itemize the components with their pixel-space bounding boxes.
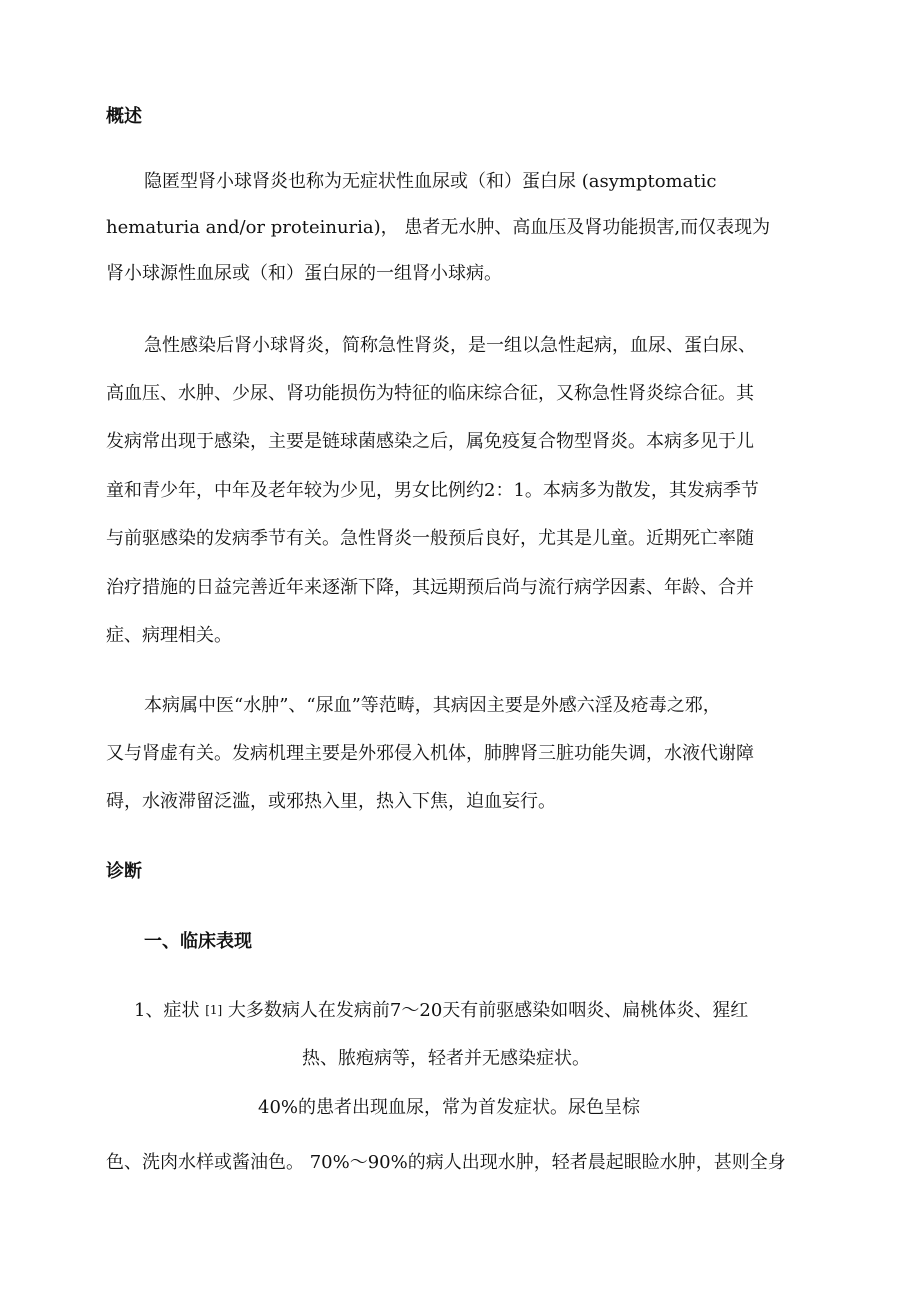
symptom-label: 1、症状 [134, 1000, 200, 1021]
symptom-text: 大多数病人在发病前7～20天有前驱感染如咽炎、扁桃体炎、猩红 [227, 1000, 749, 1021]
heading-diagnosis: 诊断 [106, 861, 142, 882]
reference-link[interactable]: [1] [205, 1003, 223, 1017]
text-line: 又与肾虚有关。发病机理主要是外邪侵入机体，肺脾肾三脏功能失调，水液代谢障 [106, 743, 754, 764]
symptom-line-4: 色、洗肉水样或酱油色。 70%～90%的病人出现水肿，轻者晨起眼睑水肿，甚则全身 [106, 1152, 786, 1173]
symptom-line-1 [134, 998, 748, 1023]
text-line: 隐匿型肾小球肾炎也称为无症状性血尿或（和）蛋白尿 (asymptomatic [144, 171, 717, 192]
heading-overview: 概述 [106, 106, 142, 127]
text-line: 肾小球源性血尿或（和）蛋白尿的一组肾小球病。 [106, 263, 502, 284]
text-line: 治疗措施的日益完善近年来逐渐下降，其远期预后尚与流行病学因素、年龄、合并 [106, 577, 754, 598]
text-line: hematuria and/or proteinuria)， 患者无水肿、高血压及肾功能损害,而仅表现为 [106, 217, 771, 238]
text-line: 与前驱感染的发病季节有关。急性肾炎一般预后良好，尤其是儿童。近期死亡率随 [106, 528, 754, 549]
text-line: 急性感染后肾小球肾炎，简称急性肾炎，是一组以急性起病，血尿、蛋白尿、 [144, 335, 756, 356]
text-line: 发病常出现于感染，主要是链球菌感染之后，属免疫复合物型肾炎。本病多见于儿 [106, 431, 754, 452]
text-line: 本病属中医“水肿”、“尿血”等范畴，其病因主要是外感六淫及疮毒之邪， [144, 695, 721, 716]
text-line: 碍，水液滞留泛滥，或邪热入里，热入下焦，迫血妄行。 [106, 791, 556, 812]
text-line: 症、病理相关。 [106, 625, 232, 646]
heading-clinical-manifestations: 一、临床表现 [144, 931, 252, 952]
text-line: 童和青少年，中年及老年较为少见，男女比例约2：1。本病多为散发，其发病季节 [106, 480, 759, 501]
symptom-line-2: 热、脓疱病等，轻者并无感染症状。 [302, 1048, 590, 1069]
text-line: 高血压、水肿、少尿、肾功能损伤为特征的临床综合征，又称急性肾炎综合征。其 [106, 383, 754, 404]
symptom-line-3: 40%的患者出现血尿，常为首发症状。尿色呈棕 [258, 1097, 641, 1118]
